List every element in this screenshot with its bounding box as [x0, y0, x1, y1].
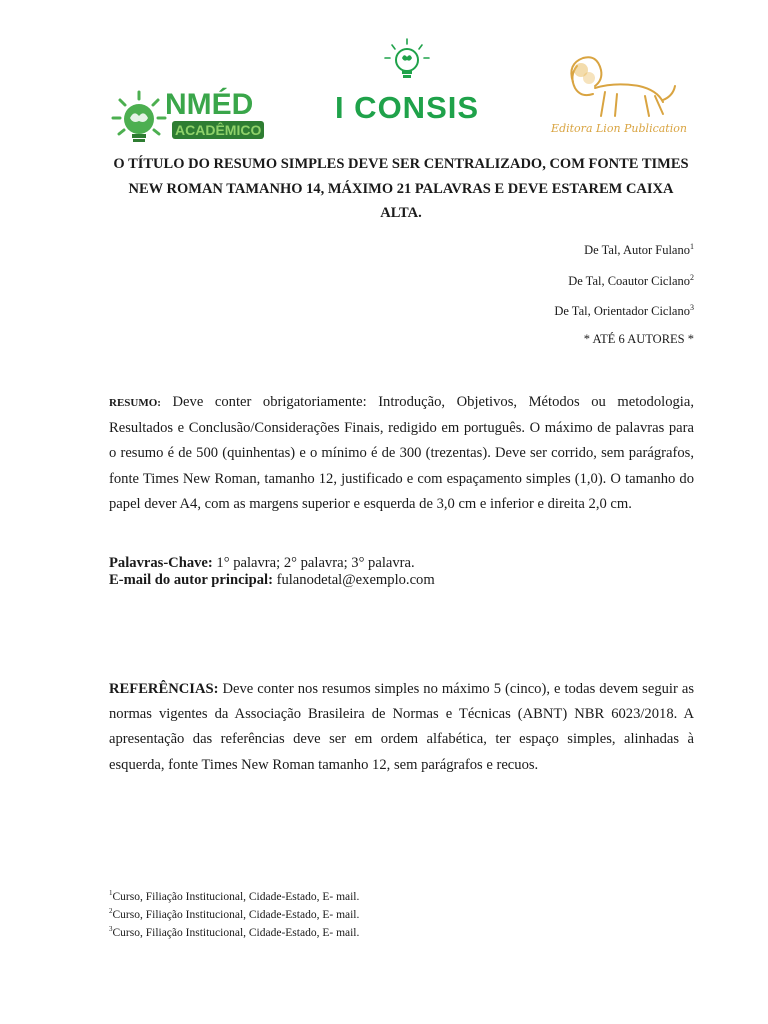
references-label: REFERÊNCIAS: — [109, 681, 219, 697]
footnote-text: Curso, Filiação Institucional, Cidade-Estado, E- mail. — [112, 926, 360, 939]
footnote-text: Curso, Filiação Institucional, Cidade-Estado, E- mail. — [112, 908, 360, 921]
brain-bulb-icon — [110, 88, 168, 148]
abstract-paragraph — [109, 390, 694, 517]
keywords-value: 1° palavra; 2° palavra; 3° palavra. — [216, 555, 415, 571]
lion-logo-caption: Editora Lion Publication — [551, 122, 687, 135]
author-list — [108, 238, 694, 360]
document-title: O TÍTULO DO RESUMO SIMPLES DEVE SER CENTRALIZADO, COM FONTE TIMES NEW ROMAN TAMANHO 14, MÁXIMO 21 PALAVRAS E DEVE ESTAREM CAIXA ALTA. — [113, 156, 689, 221]
abstract-label: RESUMO: — [109, 397, 161, 409]
keywords-label: Palavras-Chave: — [109, 555, 213, 571]
footnote-item — [109, 922, 694, 940]
footnote-mark: 2 — [109, 906, 113, 915]
author-line — [108, 238, 694, 269]
footnote-text: Curso, Filiação Institucional, Cidade-Estado, E- mail. — [112, 890, 360, 903]
author-line — [108, 269, 694, 300]
header-logos — [0, 30, 768, 150]
author-name: De Tal, Autor Fulano — [584, 243, 690, 258]
keywords-block — [109, 555, 694, 589]
bulb-icon — [322, 36, 492, 86]
consis-logo — [322, 36, 492, 136]
authors-note: * ATÉ 6 AUTORES * — [583, 331, 694, 346]
abstract-text: Deve conter obrigatoriamente: Introdução, Objetivos, Métodos ou metodologia, Resultados e Conclusão/Considerações Finais, redigido em português. O máximo de palavras para o resumo é de 500 (quinhentas) e o mínimo é de 300 (trezentas). Deve ser corrido, sem parágrafos, fonte Times New Roman, tamanho 12, justificado e com espaçamento simples (1,0). O tamanho do papel dever A4, com as margens superior e esquerda de 3,0 cm e inferior e direita 2,0 cm. — [109, 394, 694, 512]
footnote-item — [109, 886, 694, 904]
email-value: fulanodetal@exemplo.com — [276, 572, 435, 588]
email-line — [109, 572, 694, 589]
keywords-line — [109, 555, 694, 572]
lion-icon — [535, 52, 695, 122]
footnote-item — [109, 904, 694, 922]
email-label: E-mail do autor principal: — [109, 572, 273, 588]
nmed-logo-word: NMÉD — [165, 88, 254, 121]
author-name: De Tal, Orientador Ciclano — [554, 304, 690, 319]
footnotes — [109, 886, 694, 939]
author-name: De Tal, Coautor Ciclano — [568, 273, 690, 288]
footnote-mark: 1 — [690, 242, 694, 251]
author-line — [108, 299, 694, 330]
footnote-mark: 3 — [109, 924, 113, 933]
footnote-mark: 2 — [690, 272, 694, 282]
footnote-mark: 3 — [690, 303, 694, 312]
footnote-mark: 1 — [109, 889, 113, 897]
references-paragraph — [109, 677, 694, 778]
references-text: Deve conter nos resumos simples no máximo 5 (cinco), e todas devem seguir as normas vigentes da Associação Brasileira de Normas e Técnicas (ABNT) NBR 6023/2018. A apresentação das referências deve ser em ordem alfabética, ter espaço simples, alinhadas à esquerda, fonte Times New Roman tamanho 12, sem parágrafos e recuos. — [109, 681, 694, 773]
consis-logo-word: I CONSIS — [334, 90, 480, 125]
nmed-logo-sub: ACADÊMICO — [172, 121, 264, 139]
nmed-logo — [110, 88, 270, 148]
lion-logo — [535, 52, 695, 152]
